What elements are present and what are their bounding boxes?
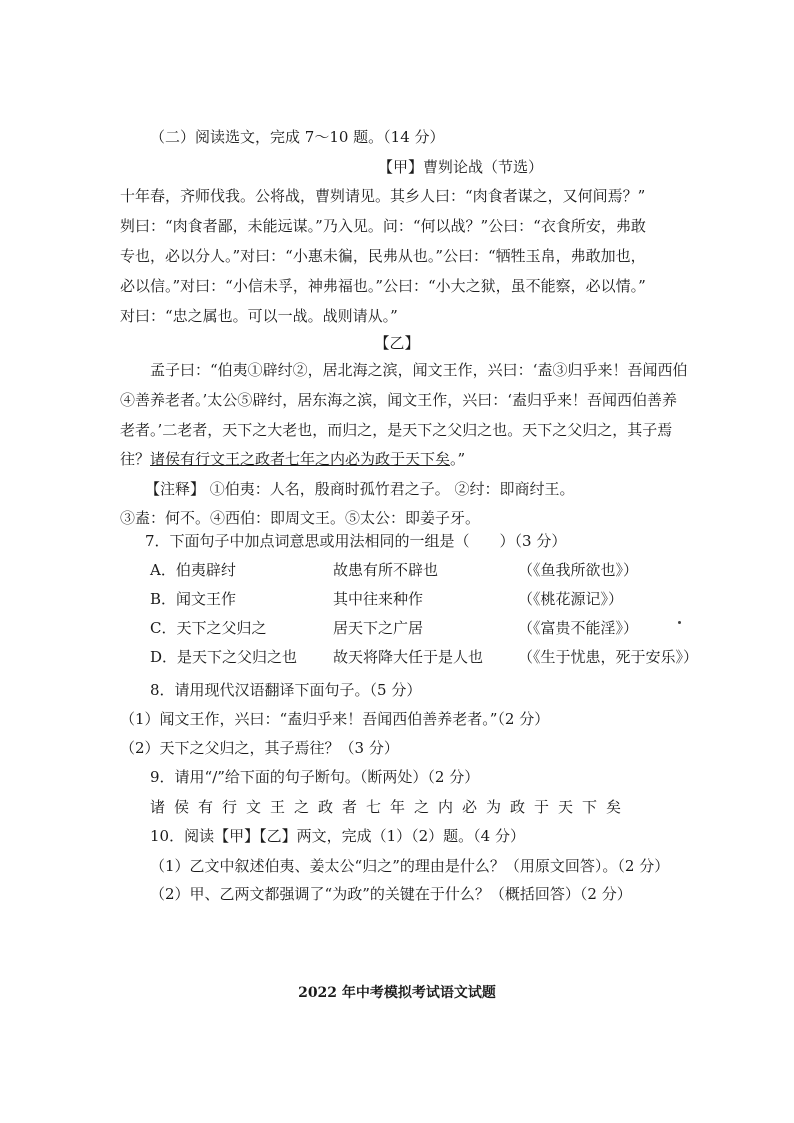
q9-stem: 9．请用“/”给下面的句子断句。（断两处）（2 分） [150,768,480,786]
passage-jia-line: 专也，必以分人。”对曰：“小惠未徧，民弗从也。”公曰：“牺牲玉帛，弗敢加也， [120,247,646,265]
q7-option-d-source: （《生于忧患，死于安乐》） [518,648,699,666]
notes-line: 【注释】 ①伯夷：人名，殷商时孤竹君之子。 ②纣：即商纣王。 [145,480,575,498]
q10-sub1: （1）乙文中叙述伯夷、姜太公“归之”的理由是什么？（用原文回答）。（2 分） [150,857,670,875]
q7-option-c-compare: 居天下之广居 [333,619,424,637]
passage-yi-line: ④善养老者。’太公⑤辟纣，居东海之滨，闻文王作，兴曰：‘盍归乎来！吾闻西伯善养 [120,391,678,409]
q7-option-a: A．伯夷辟纣 [150,561,236,579]
q7-option-d-compare: 故天将降大任于是人也 [333,648,484,666]
section-heading: （二）阅读选文，完成 7～10 题。（14 分） [150,128,445,146]
underlined-sentence: 诸侯有行文王之政者七年之内必为政于天下矣 [150,450,451,468]
passage-yi-line4-end: 。” [450,450,466,468]
q8-sub2: （2）天下之父归之，其子焉往？（3 分） [120,739,399,757]
passage-jia-line: 刿曰：“肉食者鄙，未能远谋。”乃入见。问：“何以战？”公曰：“衣食所安，弗敢 [120,217,646,235]
page-footer-title: 2022 年中考模拟考试语文试题 [298,985,496,1001]
scan-speck [678,621,681,624]
q7-option-b-source: （《桃花源记》） [518,590,624,608]
passage-jia-line: 对曰：“忠之属也。可以一战。战则请从。” [120,307,398,325]
q7-option-b: B．闻文王作 [150,590,237,608]
passage-yi-line: 老者。’二老者，天下之大老也，而归之，是天下之父归之也。天下之父归之，其子焉 [120,421,673,439]
passage-yi-title: 【乙】 [374,334,420,352]
q10-sub2: （2）甲、乙两文都强调了“为政”的关键在于什么？（概括回答）（2 分） [150,885,632,903]
q7-option-a-source: （《鱼我所欲也》） [518,561,639,579]
notes-line: ③盍：何不。④西伯：即周文王。⑤太公：即姜子牙。 [120,509,481,527]
q8-stem: 8．请用现代汉语翻译下面句子。（5 分） [150,681,422,699]
passage-jia-line: 必以信。”对曰：“小信未孚，神弗福也。”公曰：“小大之狱，虽不能察，必以情。” [120,277,646,295]
q7-stem: 7．下面句子中加点词意思或用法相同的一组是（ ）（3 分） [145,532,567,550]
q7-option-c-source: （《富贵不能淫》） [518,619,639,637]
q7-option-a-compare: 故患有所不辟也 [333,561,439,579]
q7-option-d: D．是天下之父归之也 [150,648,298,666]
q7-option-b-compare: 其中往来种作 [333,590,424,608]
passage-yi-line4-text: 往？ [120,450,151,468]
q10-stem: 10．阅读【甲】【乙】两文，完成（1）（2）题。（4 分） [150,827,525,845]
passage-yi-line [120,449,720,469]
passage-jia-title: 【甲】曹刿论战（节选） [378,158,544,176]
q9-sentence: 诸侯有行文王之政者七年之内必为政于天下矣 [150,798,631,816]
q8-sub1: （1）闻文王作，兴曰：“盍归乎来！吾闻西伯善养老者。”（2 分） [120,710,550,728]
passage-yi-line: 孟子曰：“伯夷①辟纣②，居北海之滨，闻文王作，兴曰：‘盍③归乎来！吾闻西伯 [150,361,688,379]
q7-option-c: C．天下之父归之 [150,619,267,637]
passage-jia-line: 十年春，齐师伐我。公将战，曹刿请见。其乡人曰：“肉食者谋之，又何间焉？” [120,187,646,205]
